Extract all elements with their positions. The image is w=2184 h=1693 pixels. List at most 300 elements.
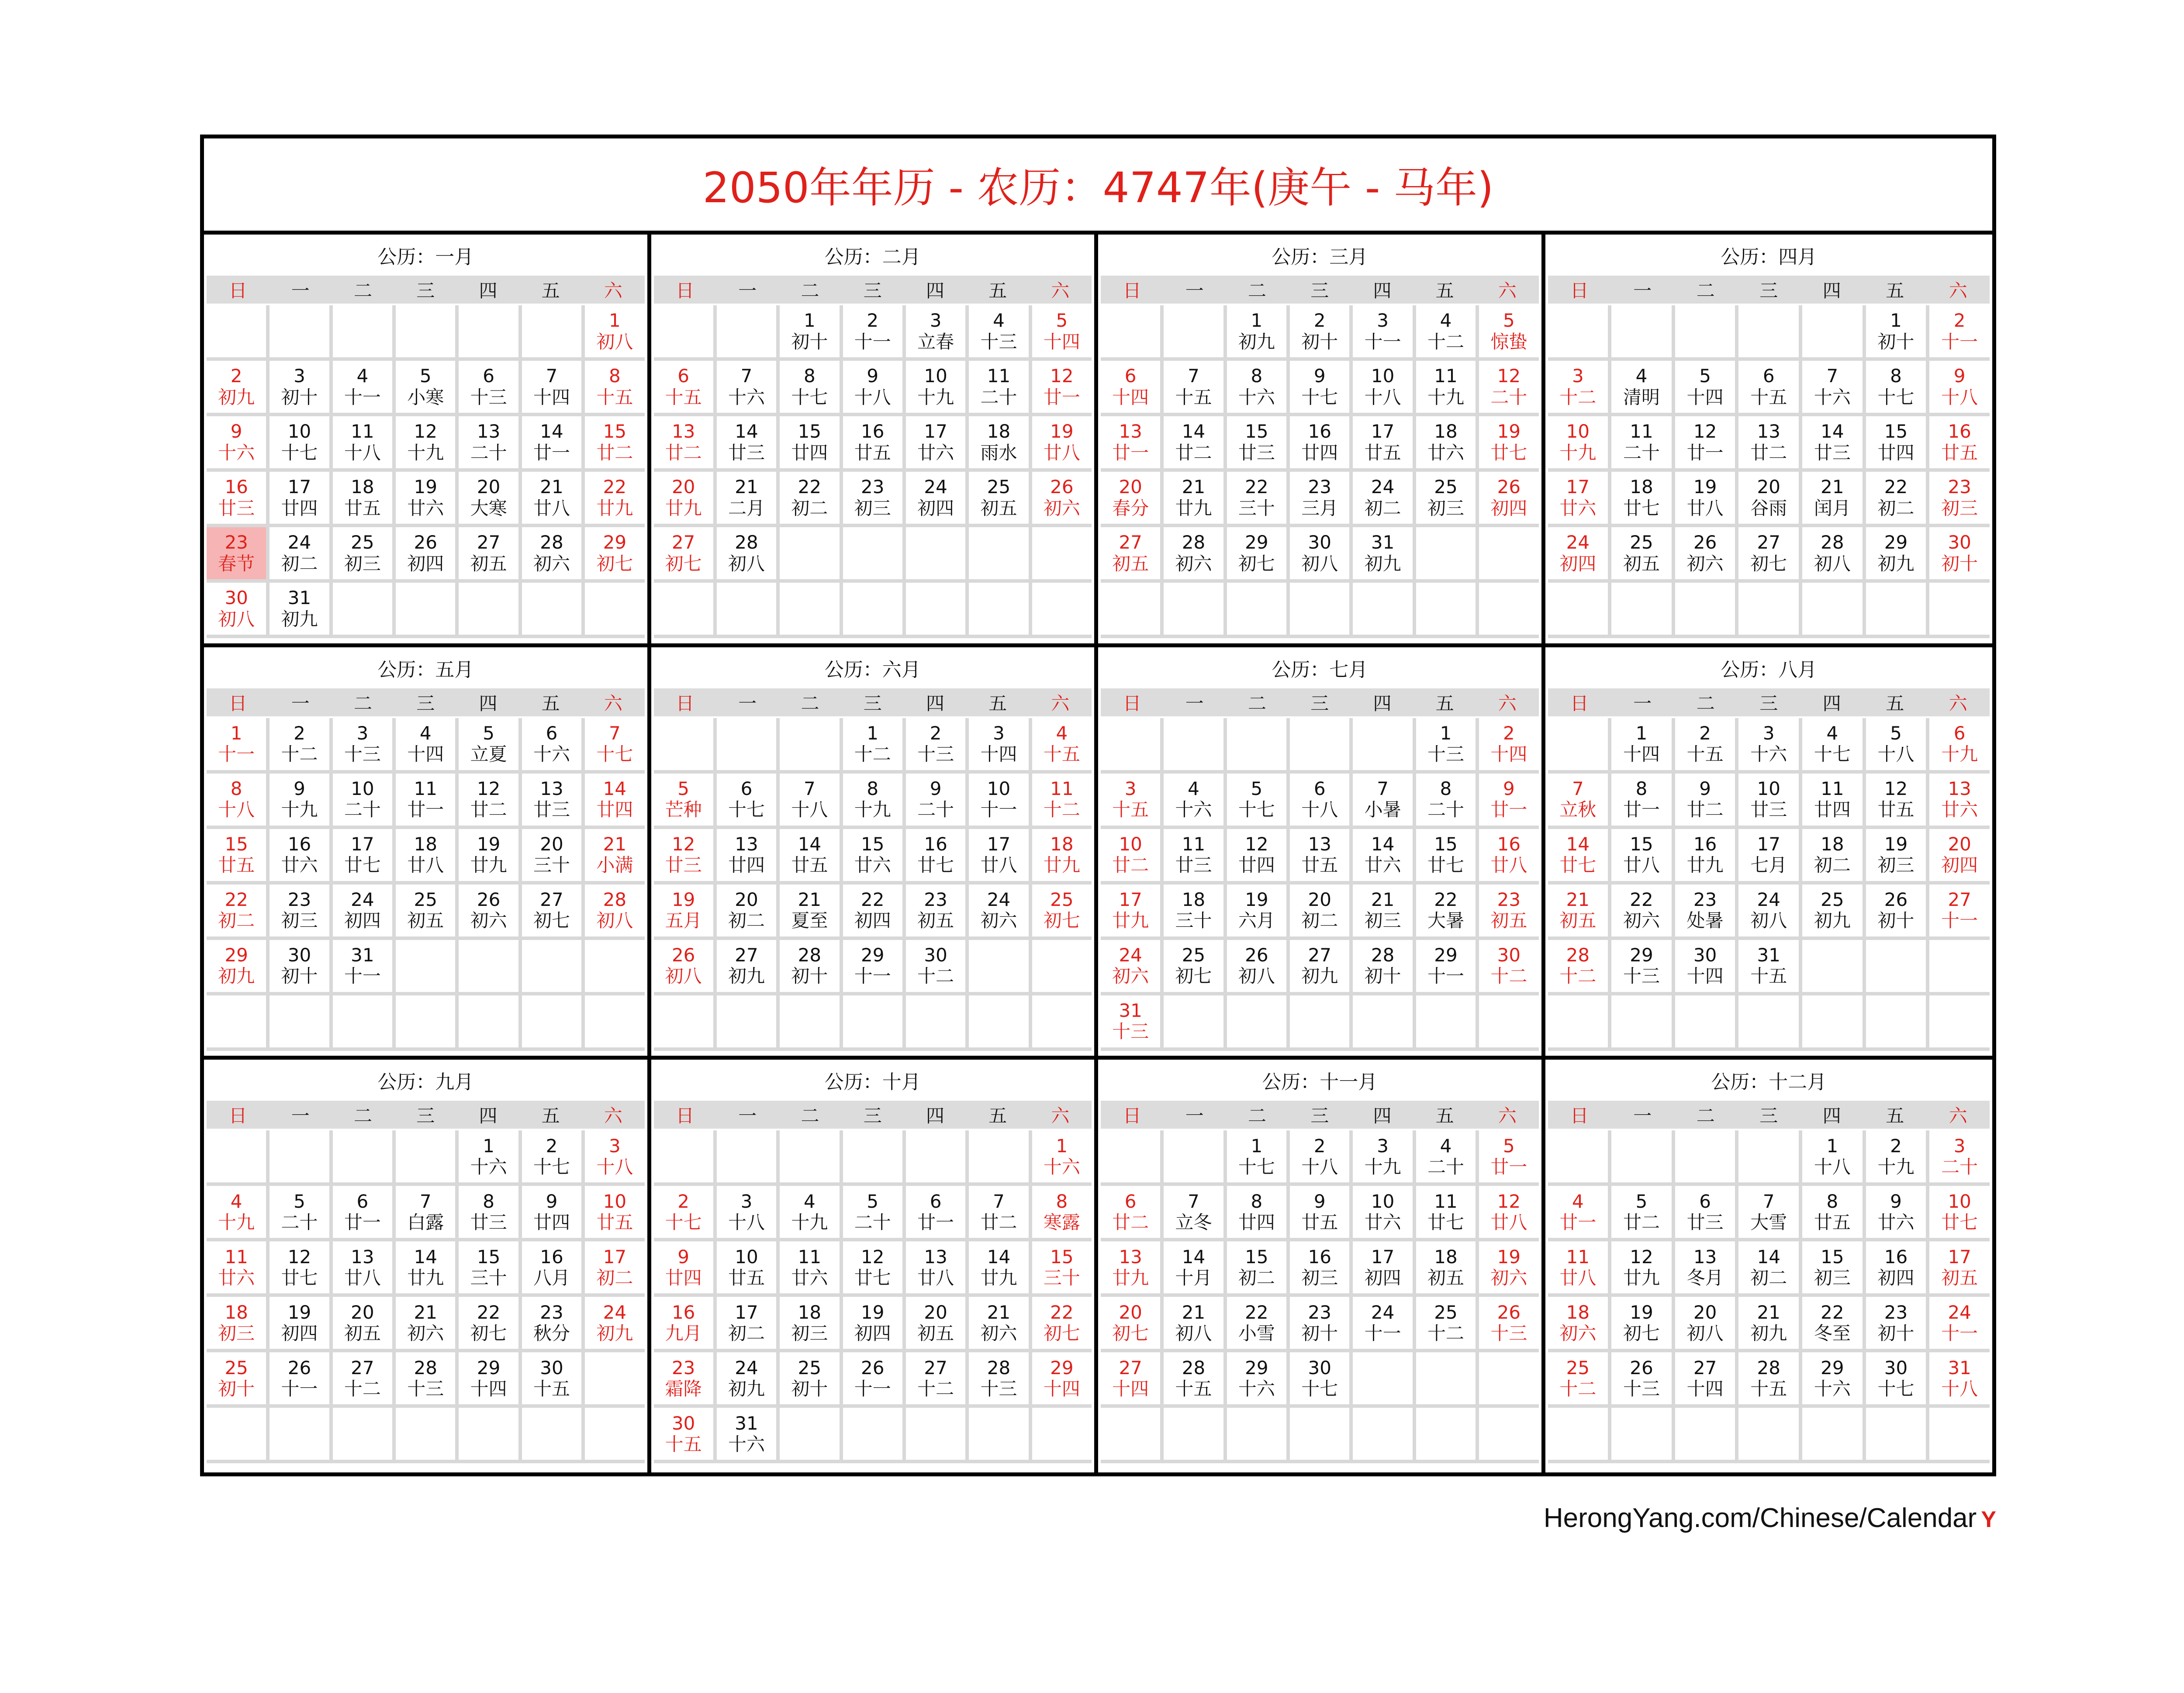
day-cell [717, 829, 776, 885]
lunar-date: 初五 [1112, 553, 1149, 574]
day-cell [1164, 361, 1223, 416]
day-cell [717, 527, 776, 583]
day-number: 1 [230, 722, 242, 744]
day-number: 15 [1821, 1246, 1844, 1268]
lunar-date: 十三 [917, 743, 954, 765]
day-cell [1548, 718, 1608, 774]
lunar-date: 十五 [1750, 386, 1787, 408]
day-number: 9 [1503, 777, 1515, 799]
lunar-date: 廿九 [1623, 1267, 1660, 1289]
day-cell [969, 472, 1028, 527]
day-cell [1227, 1408, 1286, 1463]
day-number: 23 [924, 888, 947, 910]
day-cell [1416, 416, 1476, 472]
lunar-date: 七月 [1750, 854, 1787, 876]
day-number: 18 [1821, 833, 1844, 855]
day-number: 7 [1762, 1190, 1775, 1212]
lunar-date: 三十 [470, 1267, 507, 1289]
day-number: 30 [671, 1412, 695, 1434]
lunar-date: 十一 [1364, 331, 1401, 352]
day-cell [270, 885, 329, 940]
day-cell [270, 995, 329, 1051]
lunar-date: 初八 [728, 553, 765, 574]
lunar-date: 初六 [1623, 910, 1660, 932]
lunar-date: 初五 [470, 553, 507, 574]
day-number: 2 [677, 1190, 690, 1212]
lunar-date: 十二 [917, 965, 954, 987]
day-cell [654, 472, 713, 527]
weekday-label: 二 [1696, 692, 1715, 714]
day-cell [1101, 361, 1160, 416]
weekday-label: 日 [228, 1105, 247, 1127]
day-cell [843, 472, 902, 527]
day-cell [1032, 1297, 1092, 1352]
lunar-date: 八月 [533, 1267, 570, 1289]
day-cell [906, 995, 965, 1051]
day-cell [1290, 829, 1349, 885]
lunar-date: 廿三 [470, 1211, 507, 1233]
day-number: 5 [294, 1190, 305, 1212]
lunar-date: 十一 [854, 331, 891, 352]
day-number: 22 [1821, 1301, 1844, 1323]
lunar-date: 廿八 [1623, 854, 1660, 876]
weekday-label: 日 [1570, 692, 1589, 714]
day-cell [1290, 885, 1349, 940]
day-number: 5 [867, 1190, 879, 1212]
day-number: 28 [1182, 1357, 1206, 1379]
day-number: 12 [1245, 833, 1268, 855]
day-cell [1738, 1186, 1799, 1241]
day-number: 4 [1440, 1135, 1452, 1157]
day-number: 12 [477, 777, 501, 799]
lunar-date: 初四 [1490, 497, 1527, 519]
day-cell [1479, 829, 1538, 885]
weekday-label: 三 [1759, 692, 1778, 714]
lunar-date: 初二 [218, 910, 255, 932]
lunar-date: 廿六 [1877, 1211, 1914, 1233]
day-number: 10 [1566, 421, 1590, 442]
day-cell [1929, 472, 1990, 527]
day-cell [1164, 774, 1223, 829]
lunar-date: 廿二 [1175, 442, 1212, 463]
day-number: 22 [1245, 476, 1268, 498]
day-cell [396, 1408, 455, 1463]
day-number: 18 [1434, 1246, 1458, 1268]
lunar-date: 廿六 [917, 442, 954, 463]
day-cell [1479, 995, 1538, 1051]
day-number: 19 [1497, 421, 1521, 442]
day-cell [780, 1297, 839, 1352]
day-cell [1548, 774, 1608, 829]
day-number: 4 [993, 310, 1005, 332]
day-cell [906, 1186, 965, 1241]
day-number: 12 [1884, 777, 1908, 799]
weekday-label: 五 [1435, 280, 1454, 301]
day-number: 19 [1693, 476, 1717, 498]
day-cell [1929, 1297, 1990, 1352]
day-number: 11 [987, 365, 1011, 387]
day-number: 20 [1948, 833, 1971, 855]
day-cell [585, 1241, 644, 1297]
day-cell [1032, 305, 1092, 361]
day-number: 6 [356, 1190, 369, 1212]
day-cell [780, 361, 839, 416]
day-cell [1675, 1408, 1735, 1463]
day-cell [780, 1352, 839, 1408]
day-cell [1738, 1241, 1799, 1297]
day-number: 24 [924, 476, 947, 498]
day-grid [1548, 1130, 1990, 1463]
day-cell [1227, 1130, 1286, 1186]
lunar-date: 初十 [1877, 1322, 1914, 1344]
day-number: 22 [798, 476, 822, 498]
weekday-label: 四 [1373, 280, 1392, 301]
day-cell [1802, 1297, 1863, 1352]
weekday-label: 一 [291, 280, 310, 301]
lunar-date: 廿九 [470, 854, 507, 876]
day-cell [585, 829, 644, 885]
lunar-date: 初九 [1301, 965, 1338, 987]
day-cell [207, 305, 266, 361]
lunar-date: 初六 [980, 910, 1017, 932]
day-cell [1353, 472, 1412, 527]
day-number: 10 [735, 1246, 758, 1268]
logo-icon: Y [1981, 1507, 1996, 1532]
lunar-date: 廿九 [1112, 1267, 1149, 1289]
lunar-date: 廿七 [281, 1267, 318, 1289]
day-number: 15 [861, 833, 885, 855]
day-cell [1548, 1130, 1608, 1186]
day-number: 10 [1948, 1190, 1971, 1212]
day-cell [843, 1297, 902, 1352]
lunar-date: 十七 [1877, 386, 1914, 408]
lunar-date: 十八 [854, 386, 891, 408]
weekday-label: 三 [863, 280, 882, 301]
day-cell [1290, 940, 1349, 995]
day-cell [522, 718, 581, 774]
day-number: 22 [225, 888, 248, 910]
day-number: 14 [414, 1246, 437, 1268]
day-cell [1416, 995, 1476, 1051]
lunar-date: 十一 [1941, 1322, 1978, 1344]
day-number: 28 [987, 1357, 1011, 1379]
day-cell [1227, 305, 1286, 361]
day-cell [1290, 1241, 1349, 1297]
day-cell [1738, 1352, 1799, 1408]
day-cell [1738, 885, 1799, 940]
day-cell [1866, 305, 1926, 361]
day-cell [969, 416, 1028, 472]
weekday-label: 三 [1759, 1105, 1778, 1127]
day-number: 18 [1050, 833, 1074, 855]
lunar-date: 十六 [1043, 1156, 1080, 1178]
day-number: 21 [1182, 476, 1206, 498]
day-cell [906, 1241, 965, 1297]
lunar-date: 十四 [980, 743, 1017, 765]
day-number: 27 [1119, 1357, 1142, 1379]
lunar-date: 廿八 [917, 1267, 954, 1289]
day-number: 6 [483, 365, 494, 387]
lunar-date: 廿一 [1112, 442, 1149, 463]
day-cell [969, 1130, 1028, 1186]
day-cell [207, 774, 266, 829]
day-number: 25 [351, 532, 374, 553]
day-cell [396, 472, 455, 527]
day-cell [1032, 1241, 1092, 1297]
day-number: 31 [1757, 944, 1780, 966]
lunar-date: 小暑 [1364, 799, 1401, 821]
day-cell [1548, 361, 1608, 416]
day-number: 4 [1572, 1190, 1584, 1212]
lunar-date: 十四 [407, 743, 444, 765]
day-cell [1802, 583, 1863, 638]
lunar-date: 廿三 [1686, 1211, 1724, 1233]
day-number: 11 [351, 421, 374, 442]
day-cell [1227, 527, 1286, 583]
lunar-date: 十八 [1301, 1156, 1338, 1178]
day-cell [1353, 1130, 1412, 1186]
day-cell [1032, 361, 1092, 416]
day-cell [1479, 583, 1538, 638]
lunar-date: 十五 [665, 1433, 702, 1455]
day-cell [717, 305, 776, 361]
day-number: 8 [483, 1190, 494, 1212]
day-number: 16 [924, 833, 947, 855]
day-cell [1164, 885, 1223, 940]
day-grid [207, 1130, 645, 1463]
day-cell [843, 527, 902, 583]
day-number: 21 [540, 476, 563, 498]
weekday-label: 日 [676, 280, 695, 301]
day-number: 24 [1371, 1301, 1395, 1323]
day-cell [969, 940, 1028, 995]
day-cell [1675, 1352, 1735, 1408]
day-number: 5 [1503, 1135, 1515, 1157]
day-cell [1866, 583, 1926, 638]
lunar-date: 十五 [596, 386, 633, 408]
lunar-date: 廿五 [1814, 1211, 1851, 1233]
day-cell [780, 1241, 839, 1297]
day-cell [1353, 718, 1412, 774]
day-cell [1929, 829, 1990, 885]
lunar-date: 寒露 [1043, 1211, 1080, 1233]
lunar-date: 十八 [1814, 1156, 1851, 1178]
day-number: 19 [1884, 833, 1908, 855]
day-cell [1738, 583, 1799, 638]
calendar-frame [200, 135, 1996, 1476]
lunar-date: 十七 [665, 1211, 702, 1233]
weekday-label: 一 [1633, 1105, 1652, 1127]
day-number: 3 [993, 722, 1005, 744]
day-grid [1101, 1130, 1539, 1463]
day-number: 1 [608, 310, 621, 332]
lunar-date: 廿七 [344, 854, 381, 876]
day-number: 29 [225, 944, 248, 966]
day-number: 16 [1497, 833, 1521, 855]
day-cell [1929, 1408, 1990, 1463]
lunar-date: 廿五 [1301, 1211, 1338, 1233]
lunar-date: 初九 [728, 965, 765, 987]
lunar-date: 廿五 [1301, 854, 1338, 876]
day-number: 31 [1948, 1357, 1971, 1379]
weekday-label: 六 [1949, 280, 1967, 301]
lunar-date: 十八 [1941, 1378, 1978, 1399]
day-number: 26 [1693, 532, 1717, 553]
lunar-date: 初三 [1941, 497, 1978, 519]
day-number: 21 [1371, 888, 1395, 910]
day-cell [1548, 829, 1608, 885]
day-cell [1164, 1186, 1223, 1241]
day-number: 14 [987, 1246, 1011, 1268]
day-cell [1101, 527, 1160, 583]
day-cell [1164, 1408, 1223, 1463]
day-cell [1548, 1241, 1608, 1297]
day-cell [1353, 940, 1412, 995]
lunar-date: 十五 [1175, 386, 1212, 408]
weekday-label: 二 [801, 1105, 819, 1127]
day-number: 20 [1119, 476, 1142, 498]
day-cell [585, 472, 644, 527]
day-cell [1032, 583, 1092, 638]
lunar-date: 十六 [470, 1156, 507, 1178]
day-number: 10 [351, 777, 374, 799]
lunar-date: 廿六 [407, 497, 444, 519]
footer-link[interactable]: HerongYang.com/Chinese/Calendar [1543, 1503, 1977, 1533]
lunar-date: 十七 [1301, 386, 1338, 408]
weekday-label: 二 [354, 1105, 373, 1127]
weekday-label: 一 [1185, 692, 1204, 714]
day-number: 10 [287, 421, 311, 442]
day-number: 8 [867, 777, 879, 799]
weekday-label: 一 [738, 692, 757, 714]
lunar-date: 初二 [728, 1322, 765, 1344]
lunar-date: 三十 [533, 854, 570, 876]
lunar-date: 初九 [1814, 910, 1851, 932]
day-cell [1675, 995, 1735, 1051]
lunar-date: 廿四 [1238, 1211, 1275, 1233]
day-number: 22 [477, 1301, 501, 1323]
lunar-date: 十四 [1043, 1378, 1080, 1399]
lunar-date: 惊蛰 [1490, 331, 1527, 352]
weekday-header [1548, 276, 1990, 304]
day-cell [843, 416, 902, 472]
day-cell [522, 1297, 581, 1352]
day-number: 23 [861, 476, 885, 498]
day-number: 11 [1630, 421, 1653, 442]
day-number: 11 [1434, 1190, 1458, 1212]
day-cell [1416, 1297, 1476, 1352]
day-number: 20 [735, 888, 758, 910]
lunar-date: 初十 [1364, 965, 1401, 987]
weekday-label: 一 [1633, 692, 1652, 714]
day-number: 3 [1377, 310, 1389, 332]
weekday-label: 五 [1435, 1105, 1454, 1127]
lunar-date: 廿一 [1043, 386, 1080, 408]
day-cell [1290, 995, 1349, 1051]
day-cell [717, 472, 776, 527]
day-cell [1611, 885, 1672, 940]
day-cell [1675, 829, 1735, 885]
day-cell [843, 1130, 902, 1186]
weekday-label: 六 [1051, 1105, 1070, 1127]
day-cell [1101, 1241, 1160, 1297]
day-number: 23 [1497, 888, 1521, 910]
day-number: 7 [608, 722, 621, 744]
lunar-date: 廿七 [1427, 854, 1464, 876]
day-cell [1164, 1130, 1223, 1186]
weekday-label: 六 [1498, 1105, 1517, 1127]
day-cell [333, 1352, 392, 1408]
weekday-label: 四 [1822, 692, 1841, 714]
lunar-date: 十七 [596, 743, 633, 765]
day-number: 9 [930, 777, 942, 799]
day-cell [585, 583, 644, 638]
lunar-date: 廿四 [791, 442, 828, 463]
lunar-date: 十一 [1364, 1322, 1401, 1344]
day-number: 26 [287, 1357, 311, 1379]
day-cell [1227, 1297, 1286, 1352]
weekday-label: 一 [1633, 280, 1652, 301]
day-number: 26 [1630, 1357, 1653, 1379]
lunar-date: 六月 [1238, 910, 1275, 932]
lunar-date: 春节 [218, 553, 255, 574]
lunar-date: 初九 [218, 965, 255, 987]
day-cell [1548, 416, 1608, 472]
day-cell [522, 361, 581, 416]
day-number: 13 [735, 833, 758, 855]
lunar-date: 廿二 [470, 799, 507, 821]
lunar-date: 春分 [1112, 497, 1149, 519]
day-number: 12 [1050, 365, 1074, 387]
day-number: 12 [861, 1246, 885, 1268]
day-number: 22 [1884, 476, 1908, 498]
lunar-date: 十四 [1112, 1378, 1149, 1399]
day-number: 26 [1050, 476, 1074, 498]
day-cell [207, 940, 266, 995]
day-cell [459, 1352, 518, 1408]
weekday-label: 三 [1759, 280, 1778, 301]
lunar-date: 初二 [1814, 854, 1851, 876]
day-cell [459, 1408, 518, 1463]
day-number: 1 [1440, 722, 1452, 744]
day-cell [1101, 940, 1160, 995]
day-cell [396, 718, 455, 774]
day-number: 10 [1371, 1190, 1395, 1212]
month-title: 公历：八月 [1721, 658, 1817, 681]
day-cell [1290, 718, 1349, 774]
lunar-date: 十八 [1941, 386, 1978, 408]
weekday-header [207, 276, 645, 304]
lunar-date: 十七 [281, 442, 318, 463]
day-cell [717, 1186, 776, 1241]
day-number: 30 [924, 944, 947, 966]
month-title: 公历：十月 [824, 1071, 921, 1094]
day-number: 15 [798, 421, 822, 442]
day-cell [1675, 472, 1735, 527]
lunar-date: 初十 [791, 965, 828, 987]
day-cell [585, 527, 644, 583]
lunar-date: 廿二 [596, 442, 633, 463]
lunar-date: 廿八 [344, 1267, 381, 1289]
day-cell [1675, 361, 1735, 416]
day-cell [396, 1352, 455, 1408]
day-number: 12 [1630, 1246, 1653, 1268]
day-cell [333, 583, 392, 638]
day-cell [585, 361, 644, 416]
day-number: 3 [1377, 1135, 1389, 1157]
day-number: 25 [1434, 1301, 1458, 1323]
day-number: 9 [1890, 1190, 1902, 1212]
